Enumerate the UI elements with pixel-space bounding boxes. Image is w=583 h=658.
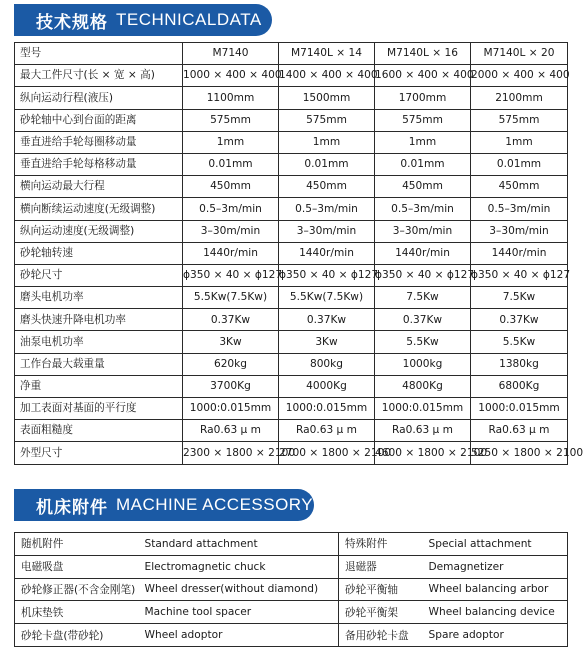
spec-value-cell: 575mm bbox=[471, 109, 568, 131]
spec-value-cell: 0.5–3m/min bbox=[375, 198, 471, 220]
spec-label-cell: 加工表面对基面的平行度 bbox=[15, 398, 183, 420]
spec-value-cell: 4800Kg bbox=[375, 375, 471, 397]
spec-value-cell: M7140 bbox=[183, 43, 279, 65]
spec-label-cell: 砂轮轴中心到台面的距离 bbox=[15, 109, 183, 131]
spec-label-cell: 表面粗糙度 bbox=[15, 420, 183, 442]
accessory-row bbox=[15, 601, 568, 624]
spec-label-cell: 纵向运动行程(液压) bbox=[15, 87, 183, 109]
spec-value-cell: 2000 × 400 × 400 bbox=[471, 65, 568, 87]
spec-label-cell: 工作台最大载重量 bbox=[15, 353, 183, 375]
spec-label-cell: 垂直进给手轮每圈移动量 bbox=[15, 131, 183, 153]
spec-row bbox=[15, 242, 568, 264]
technical-data-table bbox=[14, 42, 583, 465]
spec-row bbox=[15, 420, 568, 442]
spec-value-cell: 0.37Kw bbox=[183, 309, 279, 331]
spec-value-cell: 0.5–3m/min bbox=[279, 198, 375, 220]
spec-value-cell: 575mm bbox=[183, 109, 279, 131]
spec-value-cell: 1440r/min bbox=[183, 242, 279, 264]
spec-value-cell: 7.5Kw bbox=[375, 287, 471, 309]
spec-value-cell: 0.37Kw bbox=[375, 309, 471, 331]
accessory-cn-cell: 随机附件 bbox=[15, 533, 139, 556]
spec-value-cell: 0.37Kw bbox=[471, 309, 568, 331]
accessory-en-cell: Demagnetizer bbox=[423, 555, 568, 578]
spec-value-cell: 3–30m/min bbox=[183, 220, 279, 242]
spec-value-cell: 5.5Kw bbox=[471, 331, 568, 353]
spec-value-cell: 1100mm bbox=[183, 87, 279, 109]
spec-value-cell: 1mm bbox=[183, 131, 279, 153]
spec-value-cell: 450mm bbox=[183, 176, 279, 198]
machine-accessory-title-cn: 机床附件 bbox=[36, 497, 108, 518]
spec-value-cell: 0.37Kw bbox=[279, 309, 375, 331]
technical-data-banner bbox=[14, 4, 272, 36]
spec-value-cell: 450mm bbox=[375, 176, 471, 198]
spec-value-cell: 5.5Kw bbox=[375, 331, 471, 353]
spec-value-cell: 1mm bbox=[471, 131, 568, 153]
spec-label-cell: 油泵电机功率 bbox=[15, 331, 183, 353]
spec-label-cell: 砂轮尺寸 bbox=[15, 264, 183, 286]
machine-accessory-banner bbox=[14, 489, 314, 521]
spec-value-cell: 7.5Kw bbox=[471, 287, 568, 309]
accessory-cn-cell: 机床垫铁 bbox=[15, 601, 139, 624]
spec-row bbox=[15, 398, 568, 420]
accessory-en-cell: Standard attachment bbox=[139, 533, 339, 556]
spec-row bbox=[15, 109, 568, 131]
spec-value-cell: 1440r/min bbox=[279, 242, 375, 264]
machine-accessory-table bbox=[14, 532, 568, 647]
spec-label-cell: 横向断续运动速度(无级调整) bbox=[15, 198, 183, 220]
spec-value-cell: 5.5Kw(7.5Kw) bbox=[183, 287, 279, 309]
spec-label-cell: 外型尺寸 bbox=[15, 442, 183, 464]
accessory-en-cell: Wheel adoptor bbox=[139, 624, 339, 647]
spec-value-cell: 1000kg bbox=[375, 353, 471, 375]
spec-value-cell: Ra0.63 μ m bbox=[279, 420, 375, 442]
spec-value-cell: ϕ350 × 40 × ϕ127 bbox=[375, 264, 471, 286]
spec-value-cell: 1000:0.015mm bbox=[375, 398, 471, 420]
spec-row bbox=[15, 264, 568, 286]
spec-value-cell: 1000 × 400 × 400 bbox=[183, 65, 279, 87]
spec-row bbox=[15, 287, 568, 309]
spec-value-cell: 3Kw bbox=[279, 331, 375, 353]
accessory-cn-cell: 砂轮修正器(不含金刚笔) bbox=[15, 578, 139, 601]
spec-value-cell: 1000:0.015mm bbox=[279, 398, 375, 420]
accessory-cn-cell: 砂轮卡盘(带砂轮) bbox=[15, 624, 139, 647]
spec-value-cell: 4600 × 1800 × 2100 bbox=[375, 442, 471, 464]
spec-value-cell: 6800Kg bbox=[471, 375, 568, 397]
technical-data-title-cn: 技术规格 bbox=[36, 12, 108, 33]
accessory-row bbox=[15, 624, 568, 647]
spec-value-cell: Ra0.63 μ m bbox=[183, 420, 279, 442]
spec-label-cell: 净重 bbox=[15, 375, 183, 397]
accessory-row bbox=[15, 555, 568, 578]
accessory-cn-cell: 退磁器 bbox=[339, 555, 423, 578]
spec-value-cell: 5250 × 1800 × 2100 bbox=[471, 442, 568, 464]
accessory-row bbox=[15, 578, 568, 601]
spec-value-cell: 1400 × 400 × 400 bbox=[279, 65, 375, 87]
spec-value-cell: ϕ350 × 40 × ϕ127 bbox=[183, 264, 279, 286]
spec-value-cell: 620kg bbox=[183, 353, 279, 375]
spec-label-cell: 最大工件尺寸(长 × 宽 × 高) bbox=[15, 65, 183, 87]
spec-label-cell: 砂轮轴转速 bbox=[15, 242, 183, 264]
spec-value-cell: 800kg bbox=[279, 353, 375, 375]
spec-value-cell: Ra0.63 μ m bbox=[471, 420, 568, 442]
spec-value-cell: 3700Kg bbox=[183, 375, 279, 397]
accessory-cn-cell: 备用砂轮卡盘 bbox=[339, 624, 423, 647]
spec-row bbox=[15, 87, 568, 109]
spec-value-cell: 1600 × 400 × 400 bbox=[375, 65, 471, 87]
spec-value-cell: M7140L × 16 bbox=[375, 43, 471, 65]
spec-value-cell: 450mm bbox=[279, 176, 375, 198]
spec-value-cell: 575mm bbox=[279, 109, 375, 131]
spec-value-cell: 3Kw bbox=[183, 331, 279, 353]
spec-label-cell: 磨头快速升降电机功率 bbox=[15, 309, 183, 331]
spec-row bbox=[15, 375, 568, 397]
spec-value-cell: 0.5–3m/min bbox=[471, 198, 568, 220]
spec-value-cell: M7140L × 14 bbox=[279, 43, 375, 65]
accessory-cn-cell: 电磁吸盘 bbox=[15, 555, 139, 578]
spec-value-cell: ϕ350 × 40 × ϕ127 bbox=[279, 264, 375, 286]
accessory-cn-cell: 特殊附件 bbox=[339, 533, 423, 556]
accessory-en-cell: Machine tool spacer bbox=[139, 601, 339, 624]
spec-value-cell: 4000Kg bbox=[279, 375, 375, 397]
spec-value-cell: 3–30m/min bbox=[471, 220, 568, 242]
spec-value-cell: 1440r/min bbox=[471, 242, 568, 264]
spec-value-cell: 1000:0.015mm bbox=[183, 398, 279, 420]
spec-value-cell: 1mm bbox=[375, 131, 471, 153]
spec-value-cell: 0.01mm bbox=[375, 153, 471, 175]
spec-row bbox=[15, 442, 568, 464]
spec-value-cell: 2300 × 1800 × 2100 bbox=[183, 442, 279, 464]
spec-value-cell: 1500mm bbox=[279, 87, 375, 109]
spec-value-cell: 575mm bbox=[375, 109, 471, 131]
spec-value-cell: 5.5Kw(7.5Kw) bbox=[279, 287, 375, 309]
spec-value-cell: 2100mm bbox=[471, 87, 568, 109]
spec-value-cell: 1440r/min bbox=[375, 242, 471, 264]
technical-data-title-en: TECHNICALDATA bbox=[116, 10, 262, 29]
accessory-cn-cell: 砂轮平衡架 bbox=[339, 601, 423, 624]
spec-value-cell: 1mm bbox=[279, 131, 375, 153]
spec-value-cell: 0.01mm bbox=[279, 153, 375, 175]
spec-value-cell: 2700 × 1800 × 2100 bbox=[279, 442, 375, 464]
spec-label-cell: 纵向运动速度(无级调整) bbox=[15, 220, 183, 242]
spec-row bbox=[15, 153, 568, 175]
spec-value-cell: M7140L × 20 bbox=[471, 43, 568, 65]
accessory-en-cell: Special attachment bbox=[423, 533, 568, 556]
spec-label-cell: 垂直进给手轮每格移动量 bbox=[15, 153, 183, 175]
spec-row bbox=[15, 65, 568, 87]
spec-row bbox=[15, 309, 568, 331]
spec-row bbox=[15, 220, 568, 242]
spec-row bbox=[15, 331, 568, 353]
machine-accessory-title-en: MACHINE ACCESSORY bbox=[116, 495, 314, 514]
spec-value-cell: 0.01mm bbox=[471, 153, 568, 175]
spec-header-row bbox=[15, 43, 568, 65]
spec-value-cell: 1700mm bbox=[375, 87, 471, 109]
spec-value-cell: 3–30m/min bbox=[375, 220, 471, 242]
accessory-en-cell: Spare adoptor bbox=[423, 624, 568, 647]
spec-row bbox=[15, 198, 568, 220]
spec-value-cell: 3–30m/min bbox=[279, 220, 375, 242]
spec-value-cell: 450mm bbox=[471, 176, 568, 198]
accessory-en-cell: Wheel balancing device bbox=[423, 601, 568, 624]
spec-label-cell: 横向运动最大行程 bbox=[15, 176, 183, 198]
spec-row bbox=[15, 176, 568, 198]
accessory-en-cell: Wheel dresser(without diamond) bbox=[139, 578, 339, 601]
spec-label-cell: 型号 bbox=[15, 43, 183, 65]
spec-label-cell: 磨头电机功率 bbox=[15, 287, 183, 309]
spec-row bbox=[15, 353, 568, 375]
accessory-cn-cell: 砂轮平衡轴 bbox=[339, 578, 423, 601]
accessory-en-cell: Electromagnetic chuck bbox=[139, 555, 339, 578]
accessory-row bbox=[15, 533, 568, 556]
spec-row bbox=[15, 131, 568, 153]
spec-value-cell: 1380kg bbox=[471, 353, 568, 375]
accessory-en-cell: Wheel balancing arbor bbox=[423, 578, 568, 601]
spec-value-cell: ϕ350 × 40 × ϕ127 bbox=[471, 264, 568, 286]
spec-value-cell: Ra0.63 μ m bbox=[375, 420, 471, 442]
spec-value-cell: 1000:0.015mm bbox=[471, 398, 568, 420]
spec-value-cell: 0.5–3m/min bbox=[183, 198, 279, 220]
spec-value-cell: 0.01mm bbox=[183, 153, 279, 175]
